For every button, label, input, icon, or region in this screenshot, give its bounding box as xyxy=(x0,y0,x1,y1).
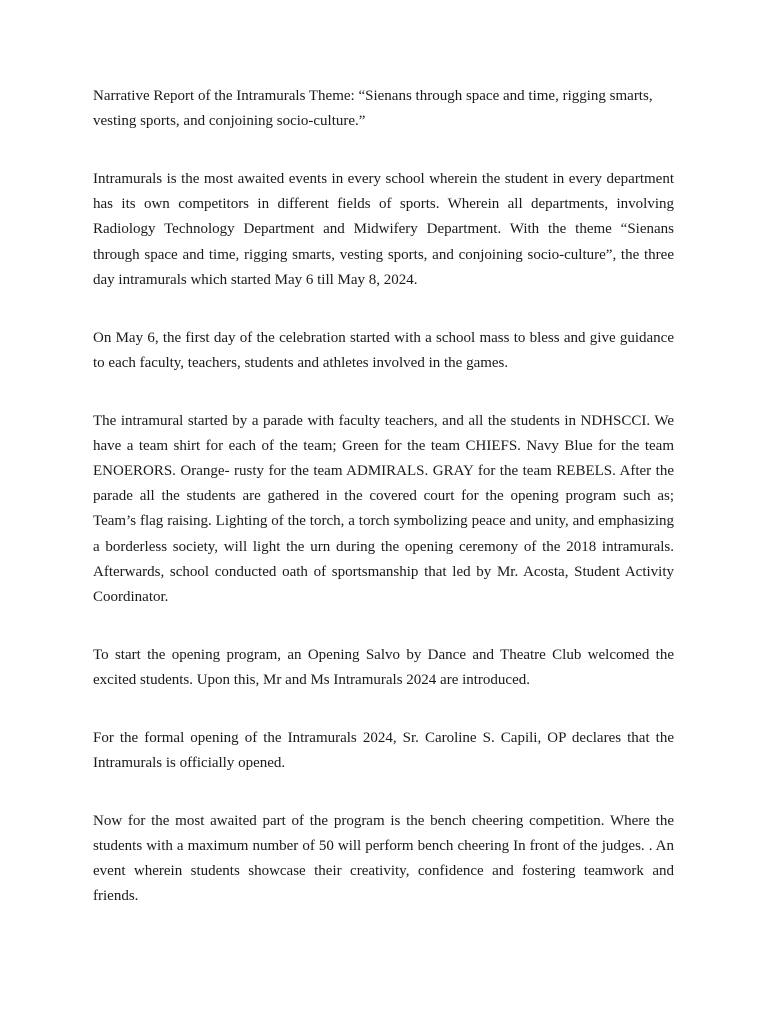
paragraph-formal-opening: For the formal opening of the Intramurals 2024, Sr. Caroline S. Capili, OP declares that the Intramurals is officially opened. xyxy=(93,729,674,772)
paragraph-parade: The intramural started by a parade with faculty teachers, and all the students in NDHSCCI. We have a team shirt for each of the team; Green for the team CHIEFS. Navy Blue for the team ENOERORS. Orange- rusty for the team ADMIRALS. GRAY for the team REBELS. After the parade all the students are gathered in the covered court for the opening program such as; Team’s flag raising. Lighting of the torch, a torch symbolizing peace and unity, and emphasizing a borderless society, will light the urn during the opening ceremony of the 2018 intramurals. Afterwards, school conducted oath of sportsmanship that led by Mr. Acosta, Student Activity Coordinator. xyxy=(93,412,674,606)
paragraph-opening-salvo: To start the opening program, an Opening Salvo by Dance and Theatre Club welcomed the excited students. Upon this, Mr and Ms Intramurals 2024 are introduced. xyxy=(93,646,674,689)
document-title: Narrative Report of the Intramurals Theme: “Sienans through space and time, rigging smarts, vesting sports, and conjoining socio-culture.” xyxy=(93,88,653,130)
document-body xyxy=(93,84,674,942)
paragraph-bench-cheering: Now for the most awaited part of the program is the bench cheering competition. Where the students with a maximum number of 50 will perform bench cheering In front of the judges. . An event wherein students showcase their creativity, confidence and fostering teamwork and friends. xyxy=(93,812,674,905)
paragraph-first-day: On May 6, the first day of the celebration started with a school mass to bless and give guidance to each faculty, teachers, students and athletes involved in the games. xyxy=(93,329,674,371)
paragraph-intro: Intramurals is the most awaited events in every school wherein the student in every department has its own competitors in different fields of sports. Wherein all departments, involving Radiology Technology Department and Midwifery Department. With the theme “Sienans through space and time, rigging smarts, vesting sports, and conjoining socio-culture”, the three day intramurals which started May 6 till May 8, 2024. xyxy=(93,171,674,288)
